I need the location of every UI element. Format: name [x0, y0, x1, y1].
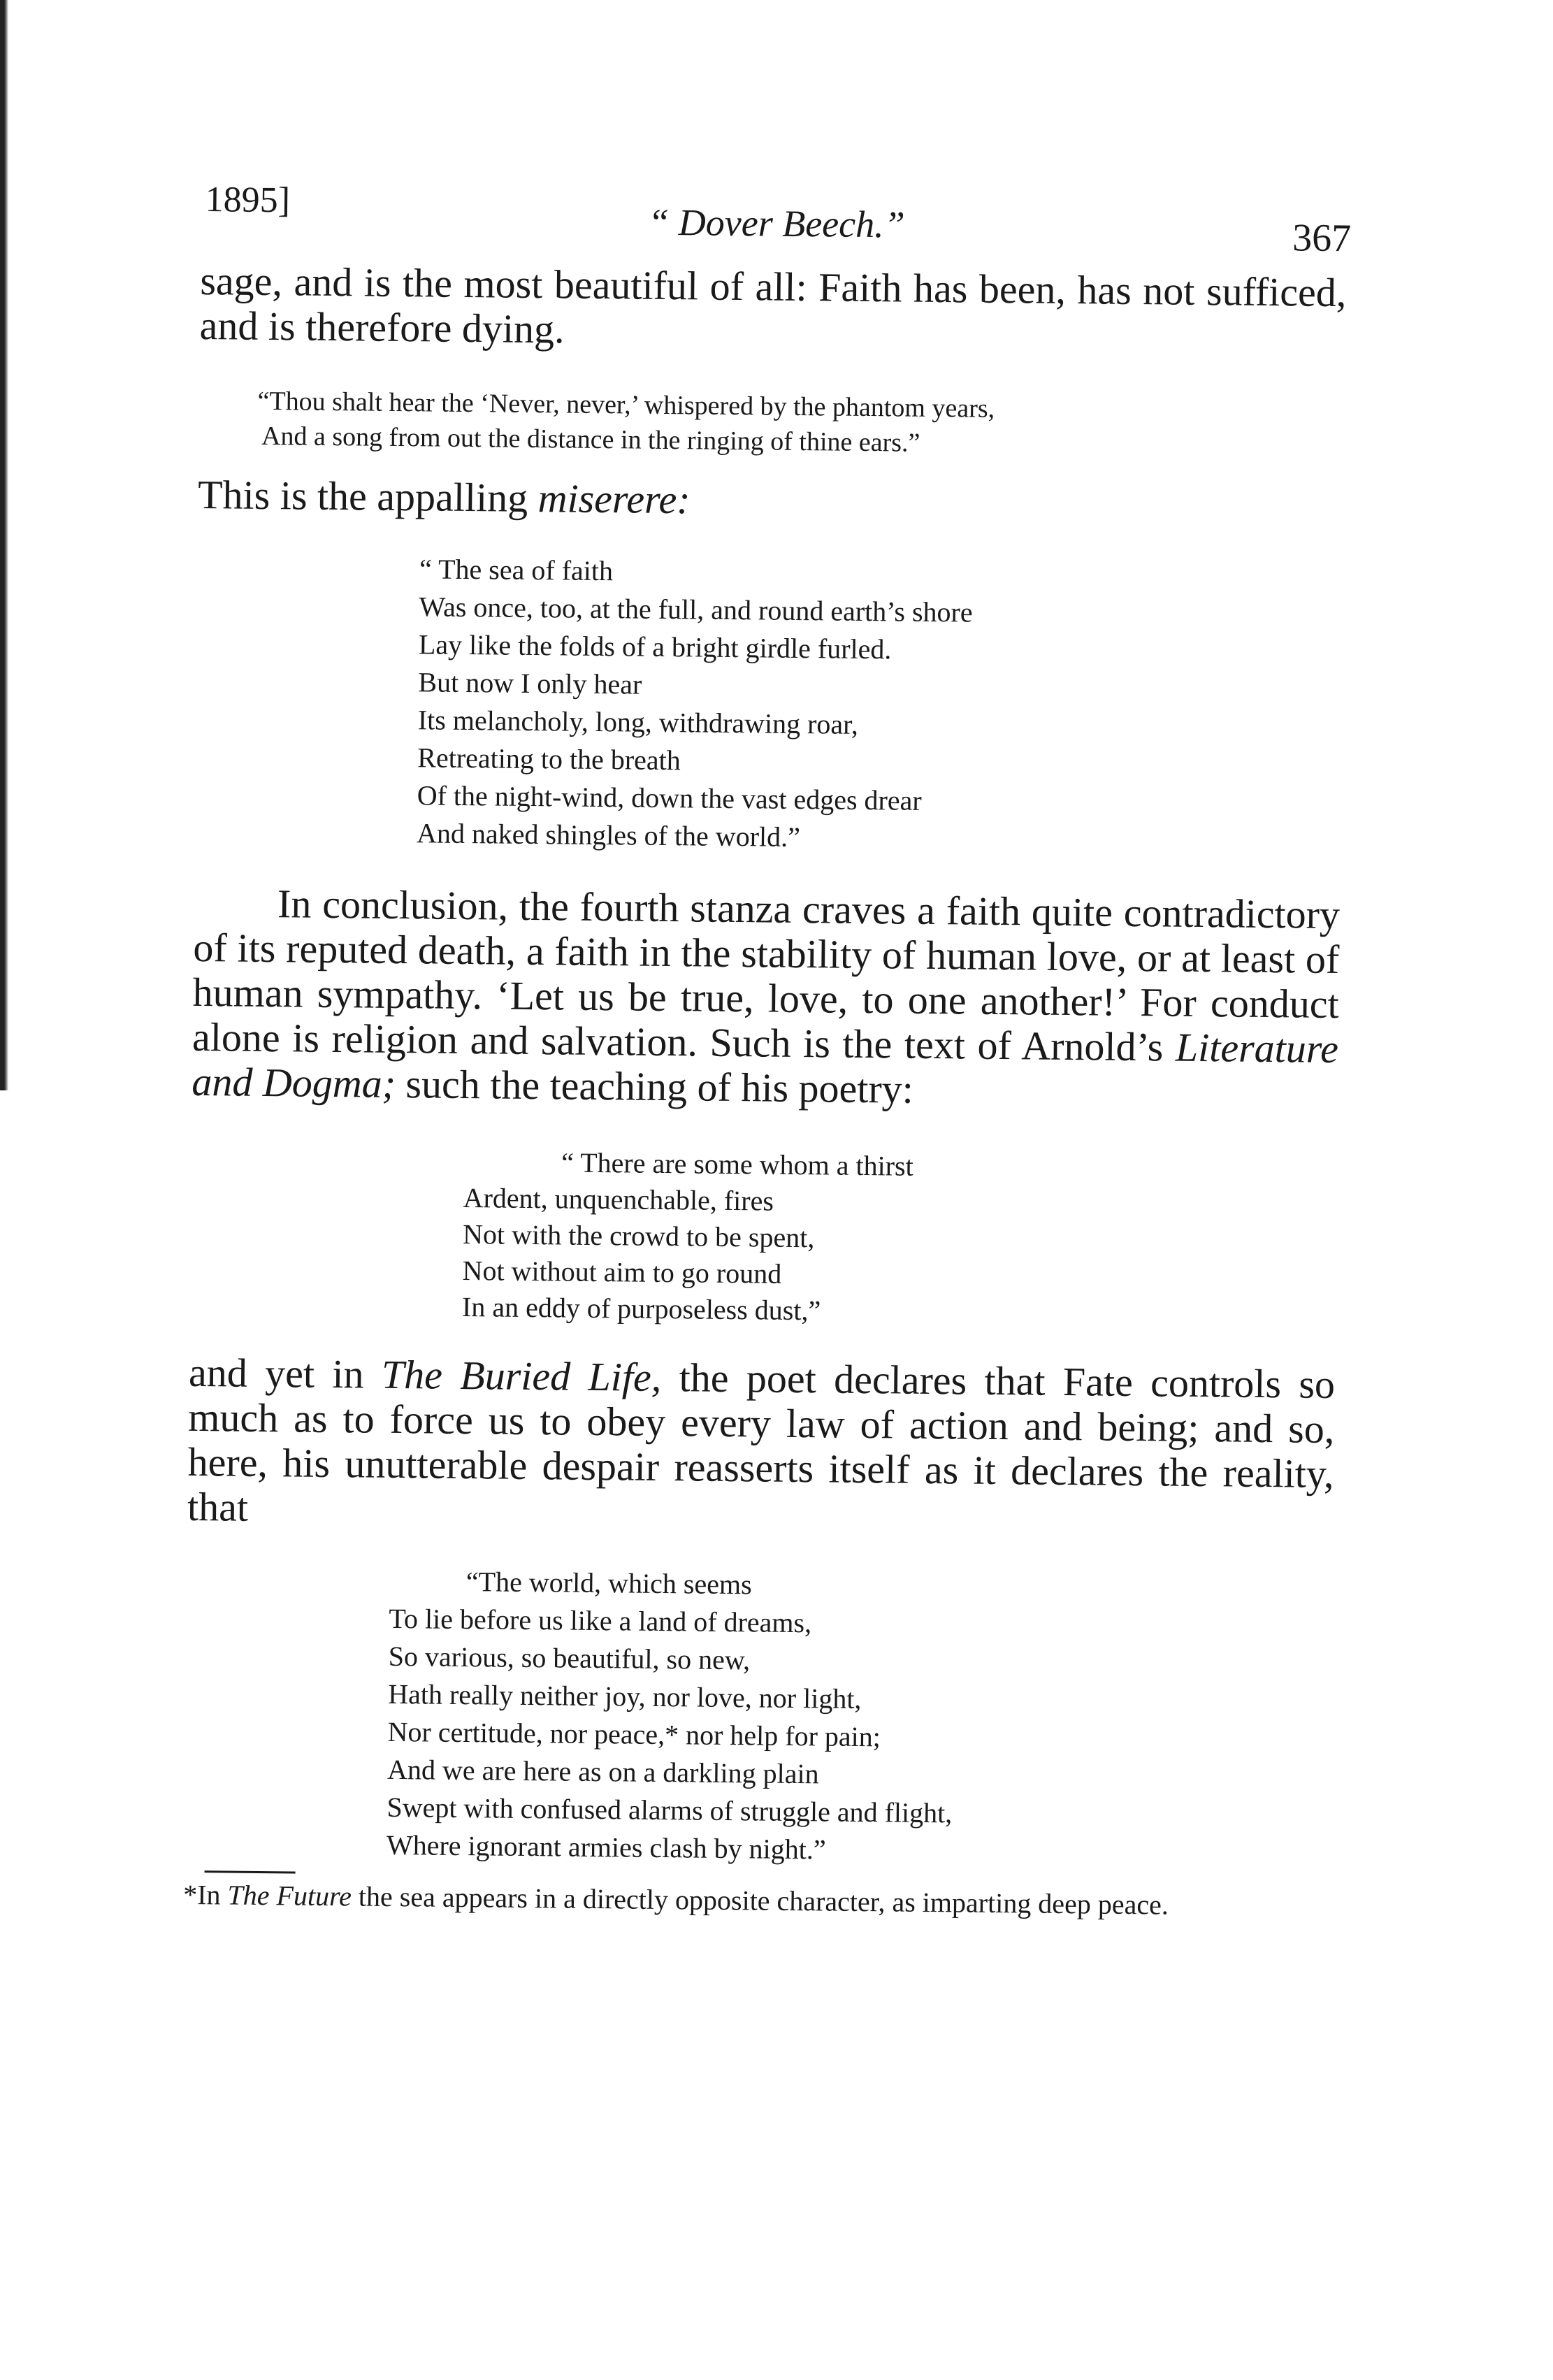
verse-line: To lie before us like a land of dreams, — [389, 1602, 812, 1639]
quotation-1 — [257, 384, 1345, 465]
verse-line: Lay like the folds of a bright girdle furled. — [418, 628, 892, 665]
verse-line: Not with the crowd to be spent, — [462, 1218, 815, 1254]
footnote-italic: The Future — [227, 1879, 352, 1912]
verse-line: Was once, too, at the full, and round earth’s shore — [419, 591, 973, 628]
verse-line: And naked shingles of the world.” — [416, 817, 801, 853]
verse-line: Retreating to the breath — [417, 742, 681, 777]
verse-line: So various, so beautiful, so new, — [388, 1640, 751, 1676]
verse-line: “ There are some whom a thirst — [561, 1146, 913, 1182]
paragraph-3-italic: Literature and Dogma; — [192, 1024, 1339, 1106]
paragraph-1: sage, and is the most beautiful of all: Faith has been, has not sufficed, and is therefore dying. — [199, 257, 1347, 352]
paragraph-4-text-end: the poet declares that Fate controls so much as to force us to obey every law of action and being; and so, here, his unutterable despair reasserts itself as it declares the reality, that — [187, 1355, 1336, 1530]
paragraph-2-text: This is the appalling — [197, 471, 528, 521]
running-head-year: 1895] — [205, 180, 291, 221]
verse-line: And we are here as on a darkling plain — [387, 1753, 819, 1790]
verse-line: Swept with confused alarms of struggle and flight, — [387, 1791, 953, 1829]
verse-line: Ardent, unquenchable, fires — [463, 1182, 774, 1217]
running-head — [201, 175, 1352, 271]
paragraph-2-italic: miserere: — [537, 475, 691, 523]
verse-line: Its melancholy, long, withdrawing roar, — [417, 704, 859, 740]
footnote-text: *In — [182, 1878, 221, 1911]
verse-line: “The world, which seems — [465, 1566, 752, 1601]
page-edge-shadow — [0, 0, 8, 1090]
paragraph-4-text: and yet in — [188, 1349, 364, 1397]
verse-line: Not without aim to go round — [462, 1254, 782, 1290]
verse-line: “Thou shalt hear the ‘Never, never,’ whispered by the phantom years, — [257, 386, 995, 424]
paragraph-2 — [198, 473, 1345, 529]
paragraph-3-text: In conclusion, the fourth stanza craves a faith quite contradictory of its reputed death, a faith in the stability of human love, or at least of human sympathy. ‘Let us be true, love, to one another!’ For conduct alone is religion and salvation. Such is the text of Arnold’s — [192, 881, 1341, 1070]
quotation-2 — [417, 550, 1343, 862]
footnote-rule — [205, 1870, 296, 1873]
verse-line: In an eddy of purposeless dust,” — [461, 1290, 821, 1327]
verse-line: And a song from out the distance in the ringing of thine ears.” — [261, 421, 920, 458]
quotation-3 — [462, 1144, 1338, 1334]
verse-line: “ The sea of faith — [419, 553, 614, 587]
footnote — [183, 1878, 1329, 1924]
paragraph-4-italic: The Buried Life, — [381, 1351, 662, 1400]
quotation-4 — [387, 1562, 1333, 1874]
paragraph-3-text-end: such the teaching of his poetry: — [405, 1061, 914, 1112]
verse-line: But now I only hear — [418, 666, 642, 700]
paragraph-3 — [192, 881, 1340, 1116]
running-head-title: “ Dover Beech.” — [648, 201, 906, 246]
footnote-text-end: the sea appears in a directly opposite character, as imparting deep peace. — [358, 1880, 1169, 1921]
page-number: 367 — [1292, 216, 1352, 261]
verse-line: Nor certitude, nor peace,* nor help for pain; — [387, 1715, 881, 1753]
book-page — [182, 175, 1352, 1924]
verse-line: Hath really neither joy, nor love, nor light, — [388, 1678, 862, 1715]
verse-line: Where ignorant armies clash by night.” — [386, 1829, 826, 1866]
verse-line: Of the night-wind, down the vast edges drear — [417, 779, 922, 816]
paragraph-4 — [187, 1350, 1336, 1541]
